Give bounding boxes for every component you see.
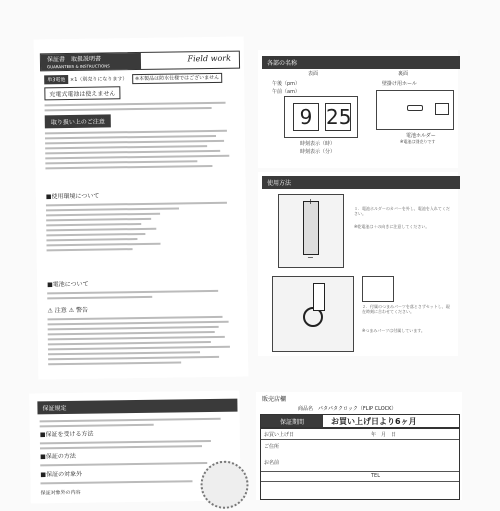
warranty-item-3: ■保証の対象外	[40, 470, 83, 479]
period-value: お買い上げ日より6ヶ月	[331, 417, 417, 426]
dealer-label: 販売店欄	[262, 396, 287, 403]
knob-illustration	[272, 276, 354, 352]
warning-icon: ⚠	[68, 306, 75, 315]
period-label: 保証期間	[261, 415, 323, 427]
left-warranty-panel	[29, 391, 241, 504]
hour-label: 時刻表示（時）	[300, 141, 336, 147]
battery-note: ×1（別売りになります）	[69, 76, 128, 83]
minute-label: 時刻表示（分）	[300, 149, 336, 155]
clock-front	[284, 96, 358, 138]
right-parts-panel	[258, 50, 458, 168]
warranty-header: 保証規定	[37, 399, 237, 415]
caution-icon: ⚠	[47, 307, 53, 315]
customer-label: ご住所	[264, 444, 280, 450]
period-row	[260, 414, 460, 428]
tel-label: TEL	[371, 473, 380, 479]
battery-header: ■電池について	[47, 280, 89, 289]
battery-illustration: + −	[278, 194, 344, 268]
battery-badge: 単3電池	[44, 75, 68, 84]
step1-text: １．電池ホルダーのカバーを外し、電池を入れてください。	[354, 206, 450, 216]
brand-logo: Field work	[187, 53, 231, 64]
warranty-item-4: 保証対象外の内容	[40, 489, 81, 497]
pm-label: 午後（pm）	[272, 81, 301, 87]
parts-header: 各部の名称	[262, 56, 460, 69]
step2-text: ２．付属のつまみパーツを落とさずセットし、現在時刻に合わせてください。	[362, 304, 450, 314]
product-row	[260, 404, 458, 413]
right-usage-panel	[258, 172, 458, 356]
name-label: お名前	[264, 460, 280, 466]
am-label: 午前（am）	[272, 89, 300, 95]
usage-header: 使用方法	[262, 176, 460, 189]
battery-holder-note: ※電池は別売りです	[400, 139, 436, 144]
no-recharge-box: 充電式電池は使えません	[44, 86, 120, 100]
clock-back	[376, 90, 454, 130]
step2-note: ※つまみパーツは付属しています。	[362, 328, 425, 333]
waterproof-note: ※本製品は防水仕様ではございません	[132, 73, 222, 84]
warranty-stamp	[200, 460, 249, 509]
doc-subtitle: GUARANTEES & INSTRUCTIONS	[46, 63, 110, 70]
handling-header: 取り扱い上のご注意	[45, 114, 111, 128]
left-instruction-panel	[34, 37, 249, 380]
warranty-item-2: ■保証の方法	[40, 452, 76, 461]
right-warranty-card	[256, 392, 462, 500]
caution-label: 注意	[54, 307, 67, 315]
battery-holder	[435, 103, 449, 115]
product-name: パタパタクロック（FLIP CLOCK）	[318, 406, 397, 412]
warranty-item-1: ■保証を受ける方法	[39, 430, 94, 439]
hanging-hole	[407, 105, 423, 111]
warning-label: 警告	[75, 306, 89, 314]
doc-title: 保証書 取扱説明書	[46, 55, 101, 64]
knob-detail	[362, 276, 394, 302]
hanging-hole-label: 壁掛け用ホール	[382, 81, 417, 87]
product-label: 商品名	[298, 406, 314, 412]
back-label: 裏面	[398, 71, 409, 77]
warranty-form	[260, 428, 460, 500]
hour-digit: 9	[293, 103, 319, 131]
date-fields: 年 月 日	[371, 432, 397, 438]
front-label: 表面	[308, 71, 319, 77]
step1-note: ※乾電池は＋の向きに注意してください。	[354, 224, 430, 229]
left-title-bar	[40, 51, 240, 72]
battery-holder-label: 電池ホルダー	[406, 133, 436, 139]
purchase-label: お買い上げ日	[264, 432, 295, 438]
usage-env-header: ■使用環境について	[45, 192, 100, 201]
minute-digit: 25	[326, 105, 352, 129]
